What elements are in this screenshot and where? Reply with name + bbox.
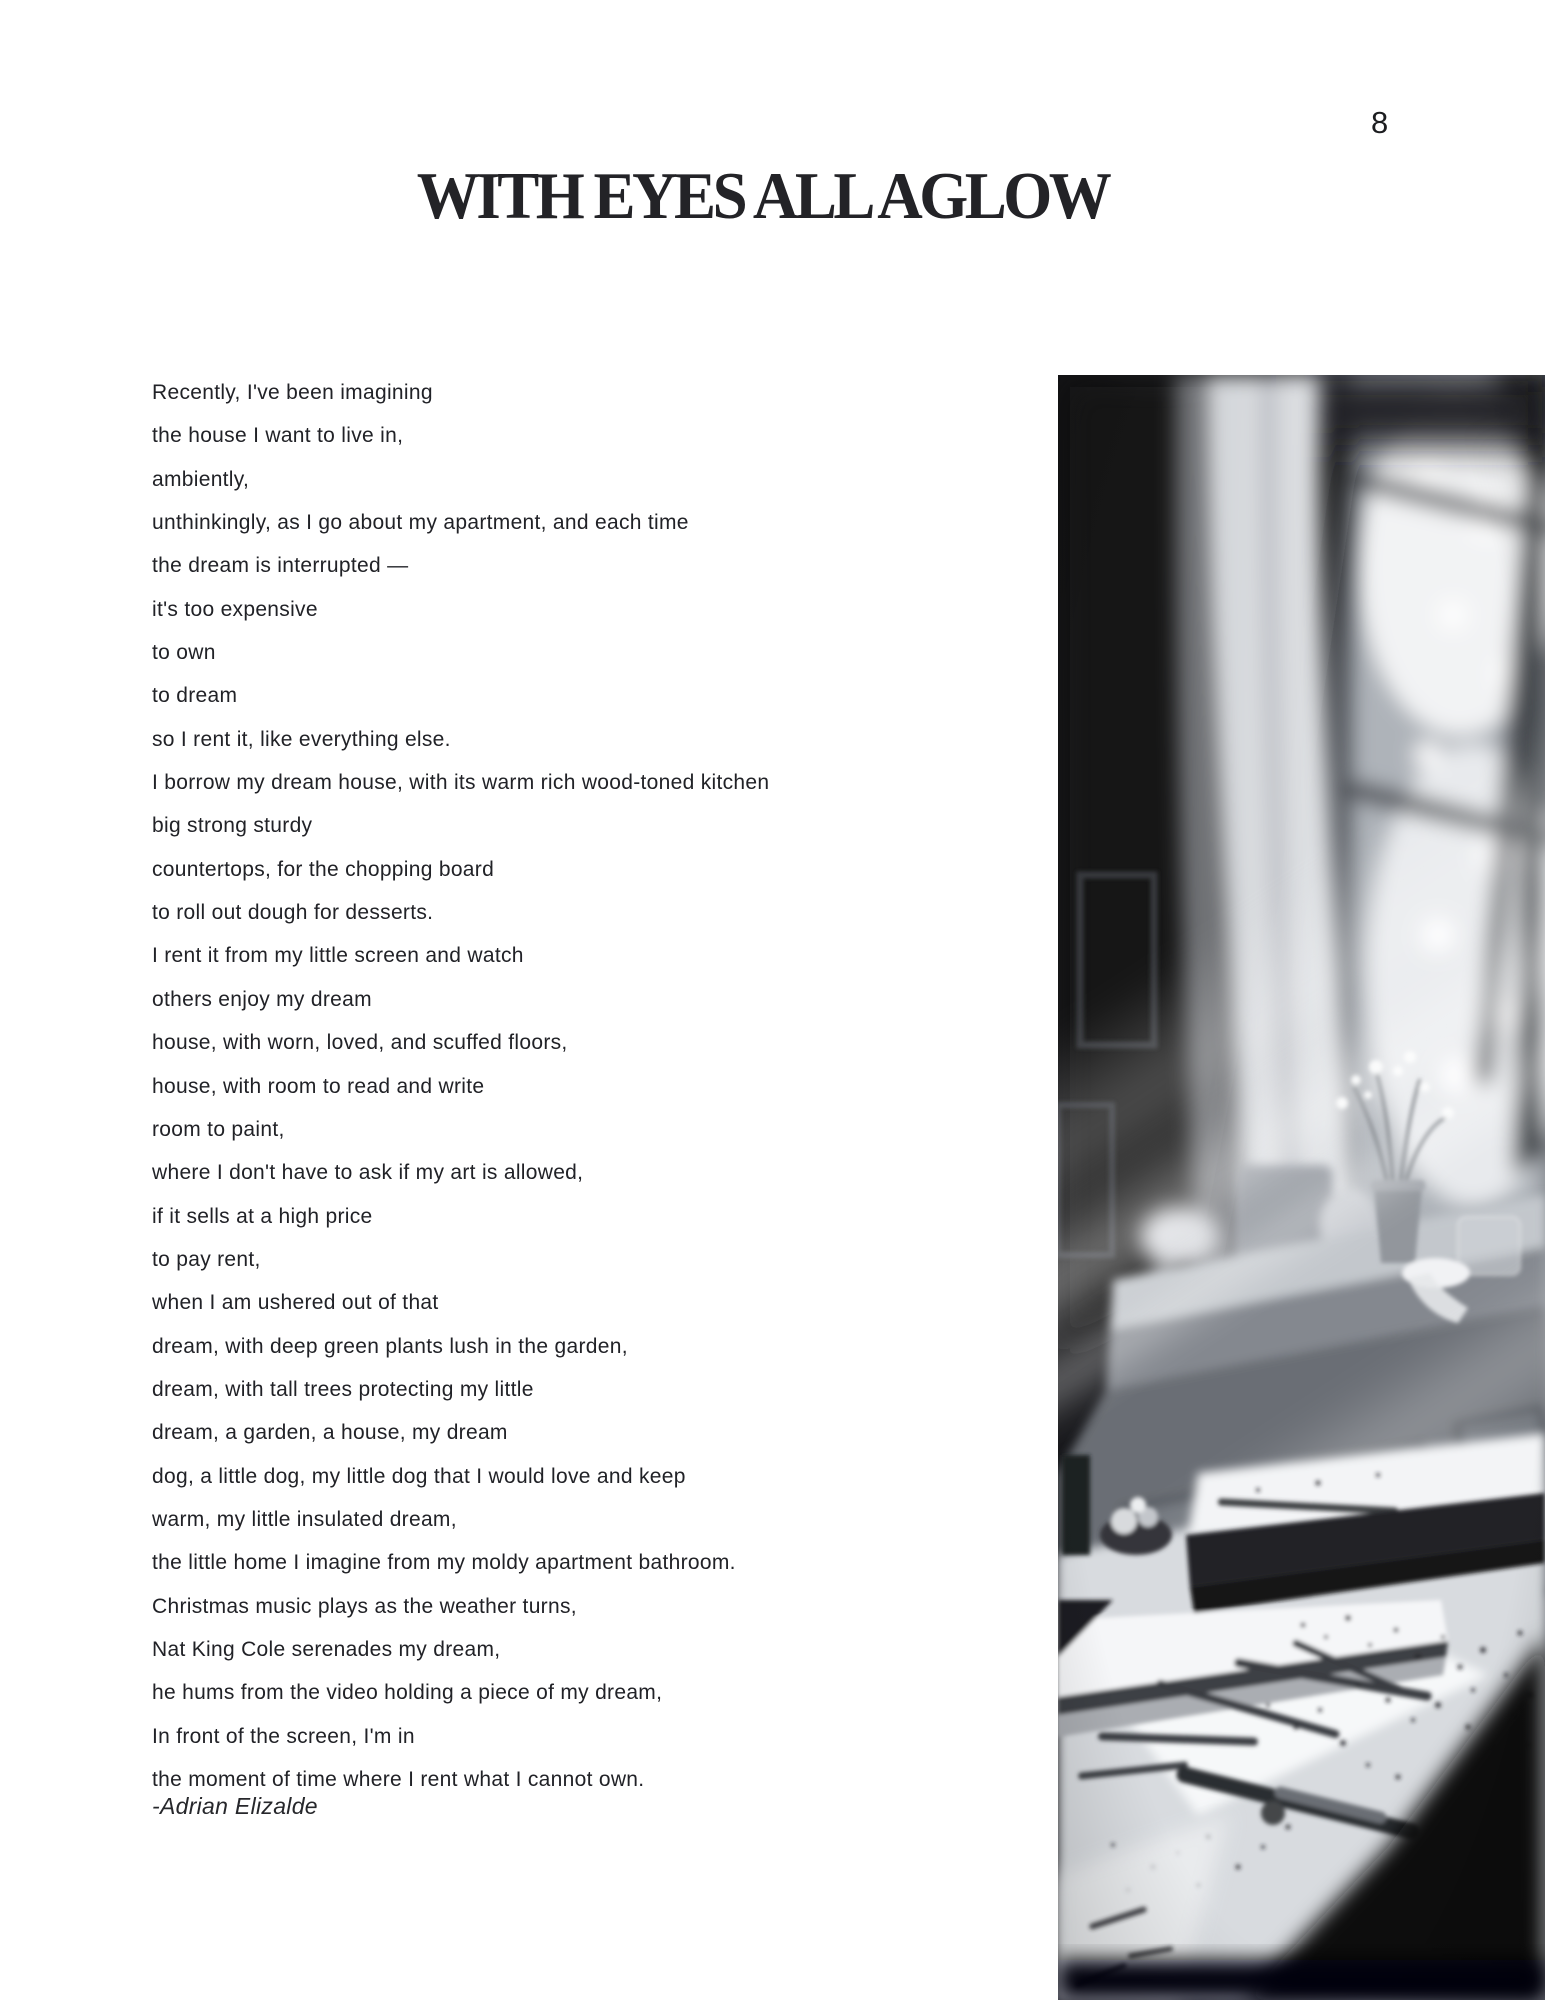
poem-line: ambiently, (152, 467, 250, 491)
poem-line: countertops, for the chopping board (152, 857, 495, 881)
poem-line: to pay rent, (152, 1247, 261, 1271)
poem-line: so I rent it, like everything else. (152, 727, 451, 751)
poem-line: when I am ushered out of that (152, 1291, 439, 1315)
poem-line: Nat King Cole serenades my dream, (152, 1637, 501, 1661)
poem-line: to roll out dough for desserts. (152, 901, 434, 925)
poem-line: to dream (152, 684, 238, 708)
page-title: WITH EYES ALL AGLOW (416, 158, 1109, 233)
poem-line: if it sells at a high price (152, 1204, 373, 1228)
poem-line: I rent it from my little screen and watch (152, 944, 524, 968)
poem-line: others enjoy my dream (152, 987, 372, 1011)
poem-line: the little home I imagine from my moldy apartment bathroom. (152, 1551, 736, 1575)
poem-line: dream, with deep green plants lush in the garden, (152, 1334, 628, 1358)
poem-line: to own (152, 641, 216, 665)
window-light-photo (1058, 375, 1545, 2000)
poem-text (152, 371, 912, 1801)
poem-line: room to paint, (152, 1117, 285, 1141)
poem-line: warm, my little insulated dream, (152, 1507, 457, 1531)
poem-line: big strong sturdy (152, 814, 313, 838)
page-number: 8 (1371, 105, 1389, 140)
poem-author: -Adrian Elizalde (152, 1793, 318, 1819)
poem-line: the house I want to live in, (152, 424, 404, 448)
poem-line: house, with room to read and write (152, 1074, 485, 1098)
poem-line: unthinkingly, as I go about my apartment, and each time (152, 511, 689, 535)
poem-line: dream, with tall trees protecting my little (152, 1377, 534, 1401)
poem-line: I borrow my dream house, with its warm rich wood-toned kitchen (152, 771, 770, 795)
poem-line: dream, a garden, a house, my dream (152, 1421, 508, 1445)
poem-line: the dream is interrupted — (152, 554, 409, 578)
poem-line: dog, a little dog, my little dog that I would love and keep (152, 1464, 686, 1488)
poem-line: Christmas music plays as the weather turns, (152, 1594, 577, 1618)
poem-line: it's too expensive (152, 597, 318, 621)
poem-line: house, with worn, loved, and scuffed floors, (152, 1031, 568, 1055)
poem-line: where I don't have to ask if my art is allowed, (152, 1161, 584, 1185)
poem-line: In front of the screen, I'm in (152, 1724, 415, 1748)
photo-illustration (1058, 375, 1545, 2000)
poem-line: Recently, I've been imagining (152, 381, 433, 404)
poem-line: he hums from the video holding a piece of my dream, (152, 1681, 663, 1705)
poem-line: the moment of time where I rent what I cannot own. (152, 1768, 645, 1791)
